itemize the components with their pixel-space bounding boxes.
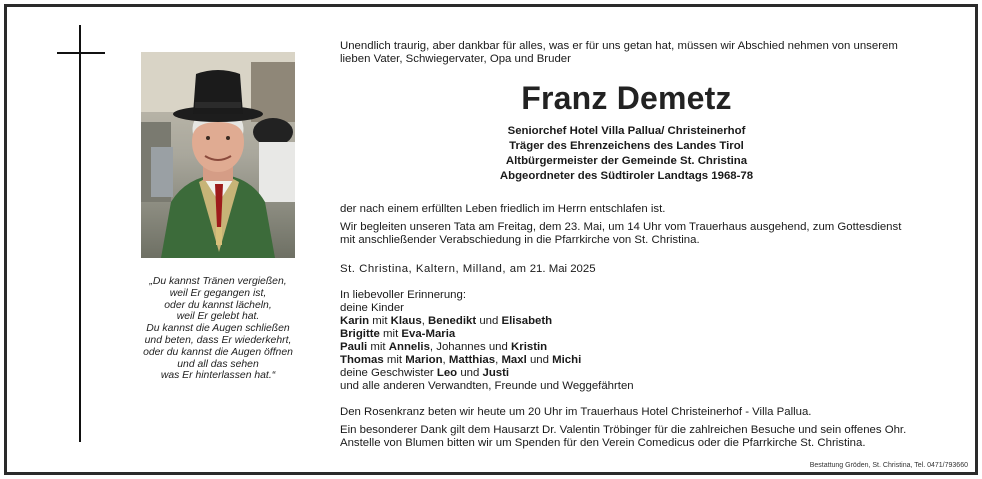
family-connector: mit [386, 354, 403, 366]
quote-line: oder du kannst die Augen öffnen [143, 346, 293, 358]
quote-line: was Er hinterlassen hat.“ [160, 370, 276, 382]
family-line [340, 315, 552, 328]
title-line: Abgeordneter des Südtiroler Landtags 1968-78 [499, 170, 754, 182]
family-name: Kristin [511, 341, 548, 353]
family-separator: , [495, 354, 502, 366]
intro-line: lieben Vater, Schwiegervater, Opa und Bruder [340, 53, 571, 65]
quote-line: „Du kannst Tränen vergießen, [149, 276, 287, 287]
deceased-name: Franz Demetz [521, 80, 732, 116]
memory-heading: In liebevoller Erinnerung: [340, 289, 467, 301]
funeral-home-footer: Bestattung Gröden, St. Christina, Tel. 0471/793660 [809, 462, 968, 469]
family-name: Thomas [340, 354, 384, 366]
sibling-name: Leo [436, 367, 458, 379]
family-connector: und [488, 341, 508, 353]
others-line: und alle anderen Verwandten, Freunde und Weggefährten [340, 380, 634, 392]
date: 21. Mai 2025 [529, 263, 596, 275]
title-line: Träger des Ehrenzeichens des Landes Tirol [509, 140, 744, 152]
family-name: Maxl [501, 354, 527, 366]
family-line [340, 354, 581, 367]
thanks-line: Ein besonderer Dank gilt dem Hausarzt Dr. Valentin Tröbinger für die zahlreichen Besuche und sein offenes Ohr. [340, 424, 907, 436]
family-name: Elisabeth [501, 315, 553, 327]
quote-line: weil Er gegangen ist, [169, 287, 267, 299]
family-name: Karin [340, 315, 370, 327]
quote-line: und all das sehen [177, 358, 259, 370]
family-connector: und [529, 354, 549, 366]
family-name: Pauli [340, 341, 368, 353]
passed-line: der nach einem erfüllten Leben friedlich im Herrn entschlafen ist. [340, 203, 666, 215]
title-line: Altbürgermeister der Gemeinde St. Christina [505, 155, 748, 167]
family-name: Annelis [388, 341, 430, 353]
cross-vertical [79, 25, 81, 442]
funeral-line: Wir begleiten unseren Tata am Freitag, dem 23. Mai, um 14 Uhr vom Trauerhaus ausgehend, zum Gottesdienst [340, 221, 902, 233]
sibling-name: Justi [482, 367, 510, 379]
siblings-label: deine Geschwister [340, 367, 434, 379]
family-name: Johannes [436, 341, 486, 353]
family-name: Matthias [448, 354, 496, 366]
cross-horizontal [57, 52, 105, 54]
memorial-quote [128, 276, 308, 382]
intro-line: Unendlich traurig, aber dankbar für alles, was er für uns getan hat, müssen wir Abschied nehmen von unserem [340, 40, 898, 52]
titles-block [340, 124, 913, 184]
rosary-line: Den Rosenkranz beten wir heute um 20 Uhr im Trauerhaus Hotel Christeinerhof - Villa Pallua. [340, 406, 812, 418]
quote-line: Du kannst die Augen schließen [146, 323, 290, 335]
kids-label: deine Kinder [340, 302, 404, 314]
title-line: Seniorchef Hotel Villa Pallua/ Christeinerhof [507, 125, 746, 137]
family-name: Klaus [390, 315, 422, 327]
family-connector: mit [383, 328, 399, 340]
family-line [340, 341, 547, 354]
thanks-line: Anstelle von Blumen bitten wir um Spenden für den Verein Comedicus oder die Pfarrkirche St. Christina. [340, 437, 866, 449]
siblings-line [340, 367, 509, 380]
family-separator: , [421, 315, 429, 327]
place-date [340, 263, 596, 276]
family-separator: , [429, 341, 437, 353]
portrait-photo [141, 52, 295, 258]
family-connector: mit [370, 341, 386, 353]
places: St. Christina, Kaltern, Milland, am [340, 263, 527, 275]
family-connector: und [479, 315, 499, 327]
family-separator: , [442, 354, 449, 366]
funeral-line: mit anschließender Verabschiedung in die Pfarrkirche von St. Christina. [340, 234, 700, 246]
family-name: Eva-Maria [401, 328, 456, 340]
quote-line: weil Er gelebt hat. [176, 311, 260, 323]
family-connector: mit [372, 315, 388, 327]
family-line [340, 328, 455, 341]
family-name: Brigitte [340, 328, 380, 340]
family-connector: und [460, 367, 480, 379]
quote-line: und beten, dass Er wiederkehrt, [144, 334, 292, 346]
family-name: Benedikt [428, 315, 477, 327]
family-name: Marion [405, 354, 443, 366]
quote-line: oder du kannst lächeln, [164, 299, 272, 311]
family-name: Michi [552, 354, 582, 366]
